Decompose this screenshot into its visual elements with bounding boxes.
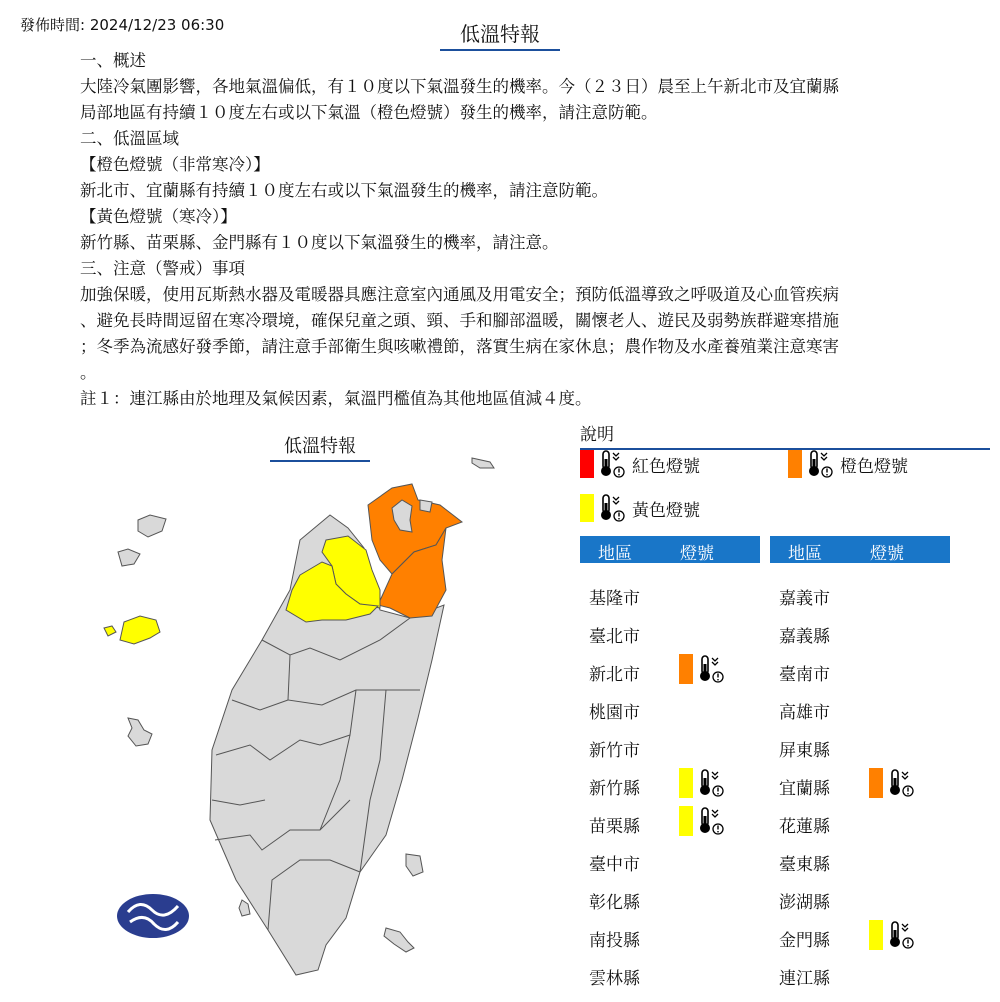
table-row <box>779 888 949 926</box>
map-region-matsu <box>118 549 140 566</box>
yellow-swatch <box>679 806 693 836</box>
report-line: 【橙色燈號（非常寒冷）】 <box>80 155 270 174</box>
thermometer-icon <box>598 449 626 479</box>
region-name: 宜蘭縣 <box>779 779 830 799</box>
map-region-turtle-island <box>472 458 494 468</box>
region-name: 屏東縣 <box>779 741 830 761</box>
thermometer-icon <box>887 768 915 798</box>
map-region-kinmen <box>120 616 160 644</box>
map-region-matsu <box>138 515 166 537</box>
document-title: 低溫特報 <box>440 18 560 51</box>
region-name: 南投縣 <box>589 931 640 951</box>
region-name: 臺東縣 <box>779 855 830 875</box>
map-region-penghu <box>128 718 152 746</box>
map-region-keelung <box>420 500 432 512</box>
report-line: ；冬季為流感好發季節，請注意手部衛生與咳嗽禮節，落實生病在家休息；農作物及水產養殖業注意寒害 <box>80 337 839 356</box>
orange-swatch <box>679 654 693 684</box>
region-name: 嘉義縣 <box>779 627 830 647</box>
region-name: 新北市 <box>589 665 640 685</box>
legend-title: 說明 <box>580 420 990 450</box>
region-name: 苗栗縣 <box>589 817 640 837</box>
thermometer-icon <box>697 768 725 798</box>
table-row <box>779 812 949 850</box>
table-row <box>589 660 759 698</box>
table-row <box>589 964 759 1002</box>
table-row <box>589 850 759 888</box>
col-region-header: 地區 <box>598 544 632 564</box>
signal-indicator <box>679 806 731 836</box>
orange-swatch <box>869 768 883 798</box>
report-line: 註１：連江縣由於地理及氣候因素，氣溫門檻值為其他地區值減４度。 <box>80 389 592 408</box>
region-name: 高雄市 <box>779 703 830 723</box>
region-name: 基隆市 <box>589 589 640 609</box>
region-name: 花蓮縣 <box>779 817 830 837</box>
legend-red-label: 紅色燈號 <box>632 456 700 477</box>
table-row <box>589 698 759 736</box>
legend-yellow <box>580 493 700 523</box>
region-name: 彰化縣 <box>589 893 640 913</box>
region-name: 臺南市 <box>779 665 830 685</box>
report-line: 三、注意（警戒）事項 <box>80 259 245 278</box>
red-swatch <box>580 450 594 478</box>
report-line: 大陸冷氣團影響，各地氣溫偏低，有１０度以下氣溫發生的機率。今（２３日）晨至上午新北市及宜蘭縣 <box>80 77 839 96</box>
report-line: 二、低溫區域 <box>80 129 179 148</box>
table-row <box>589 584 759 622</box>
table-header-left <box>580 536 760 563</box>
report-line: 。 <box>80 363 97 382</box>
table-row <box>589 926 759 964</box>
table-row <box>589 736 759 774</box>
region-name: 臺北市 <box>589 627 640 647</box>
report-line: 、避免長時間逗留在寒冷環境，確保兒童之頭、頸、手和腳部溫暖，關懷老人、遊民及弱勢族群避寒措施 <box>80 311 839 330</box>
region-name: 雲林縣 <box>589 969 640 989</box>
table-row <box>779 660 949 698</box>
col-region-header: 地區 <box>788 544 822 564</box>
report-line: 新竹縣、苗栗縣、金門縣有１０度以下氣溫發生的機率，請注意。 <box>80 233 559 252</box>
col-signal-header: 燈號 <box>870 544 904 564</box>
legend-yellow-label: 黃色燈號 <box>632 500 700 521</box>
table-row <box>779 698 949 736</box>
table-row <box>779 926 949 964</box>
map-region-green-island <box>406 854 423 876</box>
yellow-swatch <box>580 494 594 522</box>
table-row <box>779 584 949 622</box>
legend-orange-label: 橙色燈號 <box>840 456 908 477</box>
yellow-swatch <box>869 920 883 950</box>
region-name: 澎湖縣 <box>779 893 830 913</box>
thermometer-icon <box>598 493 626 523</box>
map-title: 低溫特報 <box>270 432 370 462</box>
report-line: 一、概述 <box>80 51 146 70</box>
thermometer-icon <box>697 806 725 836</box>
table-row <box>589 774 759 812</box>
region-name: 新竹縣 <box>589 779 640 799</box>
region-name: 連江縣 <box>779 969 830 989</box>
region-name: 金門縣 <box>779 931 830 951</box>
region-name: 臺中市 <box>589 855 640 875</box>
report-line: 局部地區有持續１０度左右或以下氣溫（橙色燈號）發生的機率，請注意防範。 <box>80 103 658 122</box>
table-header-right <box>770 536 950 563</box>
cwa-logo-icon <box>117 894 189 938</box>
yellow-swatch <box>679 768 693 798</box>
table-row <box>779 964 949 1002</box>
table-row <box>779 622 949 660</box>
table-row <box>779 850 949 888</box>
signal-indicator <box>679 654 731 684</box>
issue-time: 發佈時間: 2024/12/23 06:30 <box>20 16 225 34</box>
col-signal-header: 燈號 <box>680 544 714 564</box>
signal-indicator <box>869 768 921 798</box>
map-region-orchid-island <box>384 928 414 952</box>
legend-orange <box>788 449 908 479</box>
signal-indicator <box>869 920 921 950</box>
orange-swatch <box>788 450 802 478</box>
table-row <box>589 812 759 850</box>
table-row <box>589 622 759 660</box>
region-name: 新竹市 <box>589 741 640 761</box>
map-region-liuqiu <box>239 900 250 916</box>
table-row <box>589 888 759 926</box>
signal-indicator <box>679 768 731 798</box>
taiwan-map <box>90 450 530 1000</box>
thermometer-icon <box>887 920 915 950</box>
region-name: 嘉義市 <box>779 589 830 609</box>
report-line: 【黃色燈號（寒冷）】 <box>80 207 237 226</box>
legend-red <box>580 449 700 479</box>
report-line: 加強保暖，使用瓦斯熱水器及電暖器具應注意室內通風及用電安全；預防低溫導致之呼吸道及心血管疾病 <box>80 285 839 304</box>
report-line: 新北市、宜蘭縣有持續１０度左右或以下氣溫發生的機率，請注意防範。 <box>80 181 608 200</box>
report-text <box>80 48 920 412</box>
map-region-kinmen-small <box>104 626 116 636</box>
region-name: 桃園市 <box>589 703 640 723</box>
table-row <box>779 736 949 774</box>
thermometer-icon <box>806 449 834 479</box>
table-row <box>779 774 949 812</box>
thermometer-icon <box>697 654 725 684</box>
